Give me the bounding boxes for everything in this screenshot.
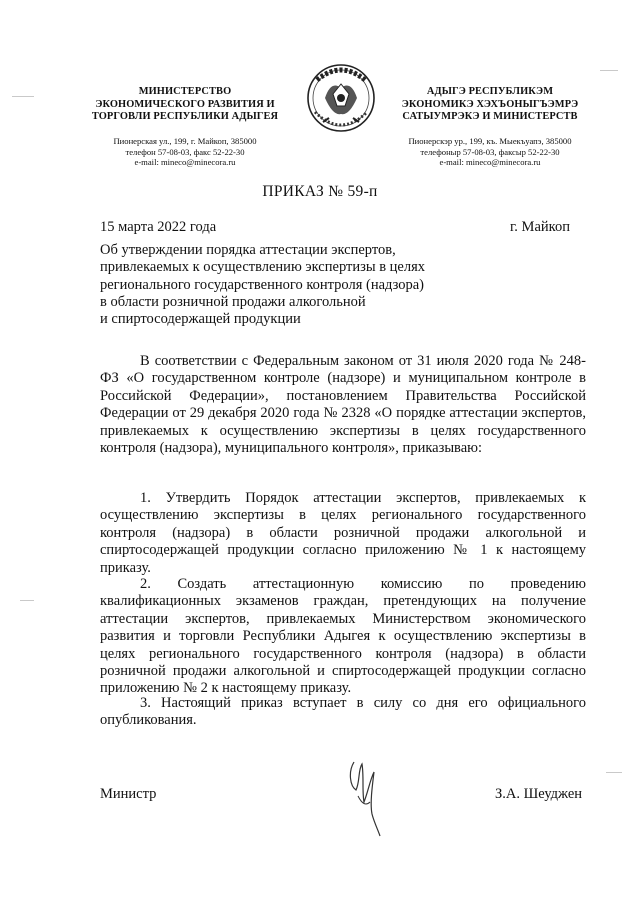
- email-line: e-mail: mineco@minecora.ru: [439, 157, 541, 168]
- order-date: 15 марта 2022 года: [100, 219, 217, 235]
- order-subject: [100, 242, 460, 328]
- preamble-paragraph: [100, 353, 586, 457]
- order-title: ПРИКАЗ № 59-п: [262, 183, 378, 200]
- order-item-text: 3. Настоящий приказ вступает в силу со дня его официального опубликования.: [100, 695, 586, 729]
- order-city: г. Майкоп: [510, 219, 570, 235]
- scan-speck: [20, 600, 34, 601]
- subject-line: привлекаемых к осуществлению экспертизы в целях: [100, 259, 426, 276]
- ministry-name-line: ЭКОНОМИКЭ ХЭХЪОНЫГЪЭМРЭ: [401, 98, 579, 110]
- ministry-name-adyghe: [380, 86, 600, 124]
- scan-speck: [606, 772, 622, 773]
- order-item-1: [100, 490, 586, 577]
- ministry-name-line: АДЫГЭ РЕСПУБЛИКЭМ: [426, 86, 554, 97]
- ministry-name-line: МИНИСТЕРСТВО: [138, 86, 232, 97]
- phone-line: телефоныр 57-08-03, факсыр 52-22-30: [420, 146, 560, 157]
- order-item-text: 1. Утвердить Порядок аттестации экспертов, привлекаемых к осуществлению экспертизы в целях регионального государственного контроля (надзора) в области розничной продажи алкогольной и спиртосодержащей продукции согласно приложению № 1 к настоящему приказу.: [100, 490, 586, 576]
- subject-line: регионального государственного контроля (надзора): [100, 276, 424, 293]
- address-line: Пионерскэр ур., 199, къ. Мыекъуапэ, 385000: [408, 135, 572, 146]
- handwritten-signature: [340, 752, 390, 842]
- order-item-3: [100, 695, 586, 730]
- ministry-name-line: ТОРГОВЛИ РЕСПУБЛИКИ АДЫГЕЯ: [91, 111, 279, 123]
- signatory-name: З.А. Шеуджен: [495, 786, 583, 802]
- order-item-text: 2. Создать аттестационную комиссию по проведению квалификационных экзаменов граждан, претендующих на получение аттестации экспертов, привлекаемых Министерством экономического развития и торговли Республики Адыгея к осуществлению экспертизы в целях регионального государственного контроля (надзора) в области розничной продажи алкогольной и спиртосодержащей продукции согласно приложению № 2 к настоящему приказу.: [100, 576, 586, 697]
- address-line: Пионерская ул., 199, г. Майкоп, 385000: [113, 135, 257, 146]
- letterhead-right: [380, 86, 600, 168]
- ministry-name-ru: [70, 86, 300, 124]
- ministry-contacts-adyghe: [380, 136, 600, 168]
- subject-line: в области розничной продажи алкогольной: [100, 293, 366, 310]
- ministry-name-line: САТЫУМРЭКЭ И МИНИСТЕРСТВ: [402, 111, 578, 123]
- scan-speck: [12, 96, 34, 97]
- phone-line: телефон 57-08-03, факс 52-22-30: [125, 146, 245, 157]
- ministry-contacts-ru: [70, 136, 300, 168]
- subject-line: Об утверждении порядка аттестации экспертов,: [100, 242, 396, 258]
- email-line: e-mail: mineco@minecora.ru: [134, 157, 236, 168]
- signatory-title: Министр: [100, 786, 157, 802]
- ministry-name-line: ЭКОНОМИЧЕСКОГО РАЗВИТИЯ И: [95, 98, 275, 110]
- coat-of-arms-icon: [305, 58, 377, 140]
- preamble-text: В соответствии с Федеральным законом от 31 июля 2020 года № 248-ФЗ «О государственном контроле (надзоре) и муниципальном контроле в Российской Федерации», постановлением Правительства Российской Федерации от 29 декабря 2020 года № 2328 «О порядке аттестации экспертов, привлекаемых к осуществлению экспертизы в целях государственного контроля (надзора), муниципального контроля», приказываю:: [100, 353, 586, 457]
- order-item-2: [100, 576, 586, 698]
- subject-line: и спиртосодержащей продукции: [100, 311, 301, 328]
- scan-speck: [600, 70, 618, 71]
- letterhead-left: [70, 86, 300, 168]
